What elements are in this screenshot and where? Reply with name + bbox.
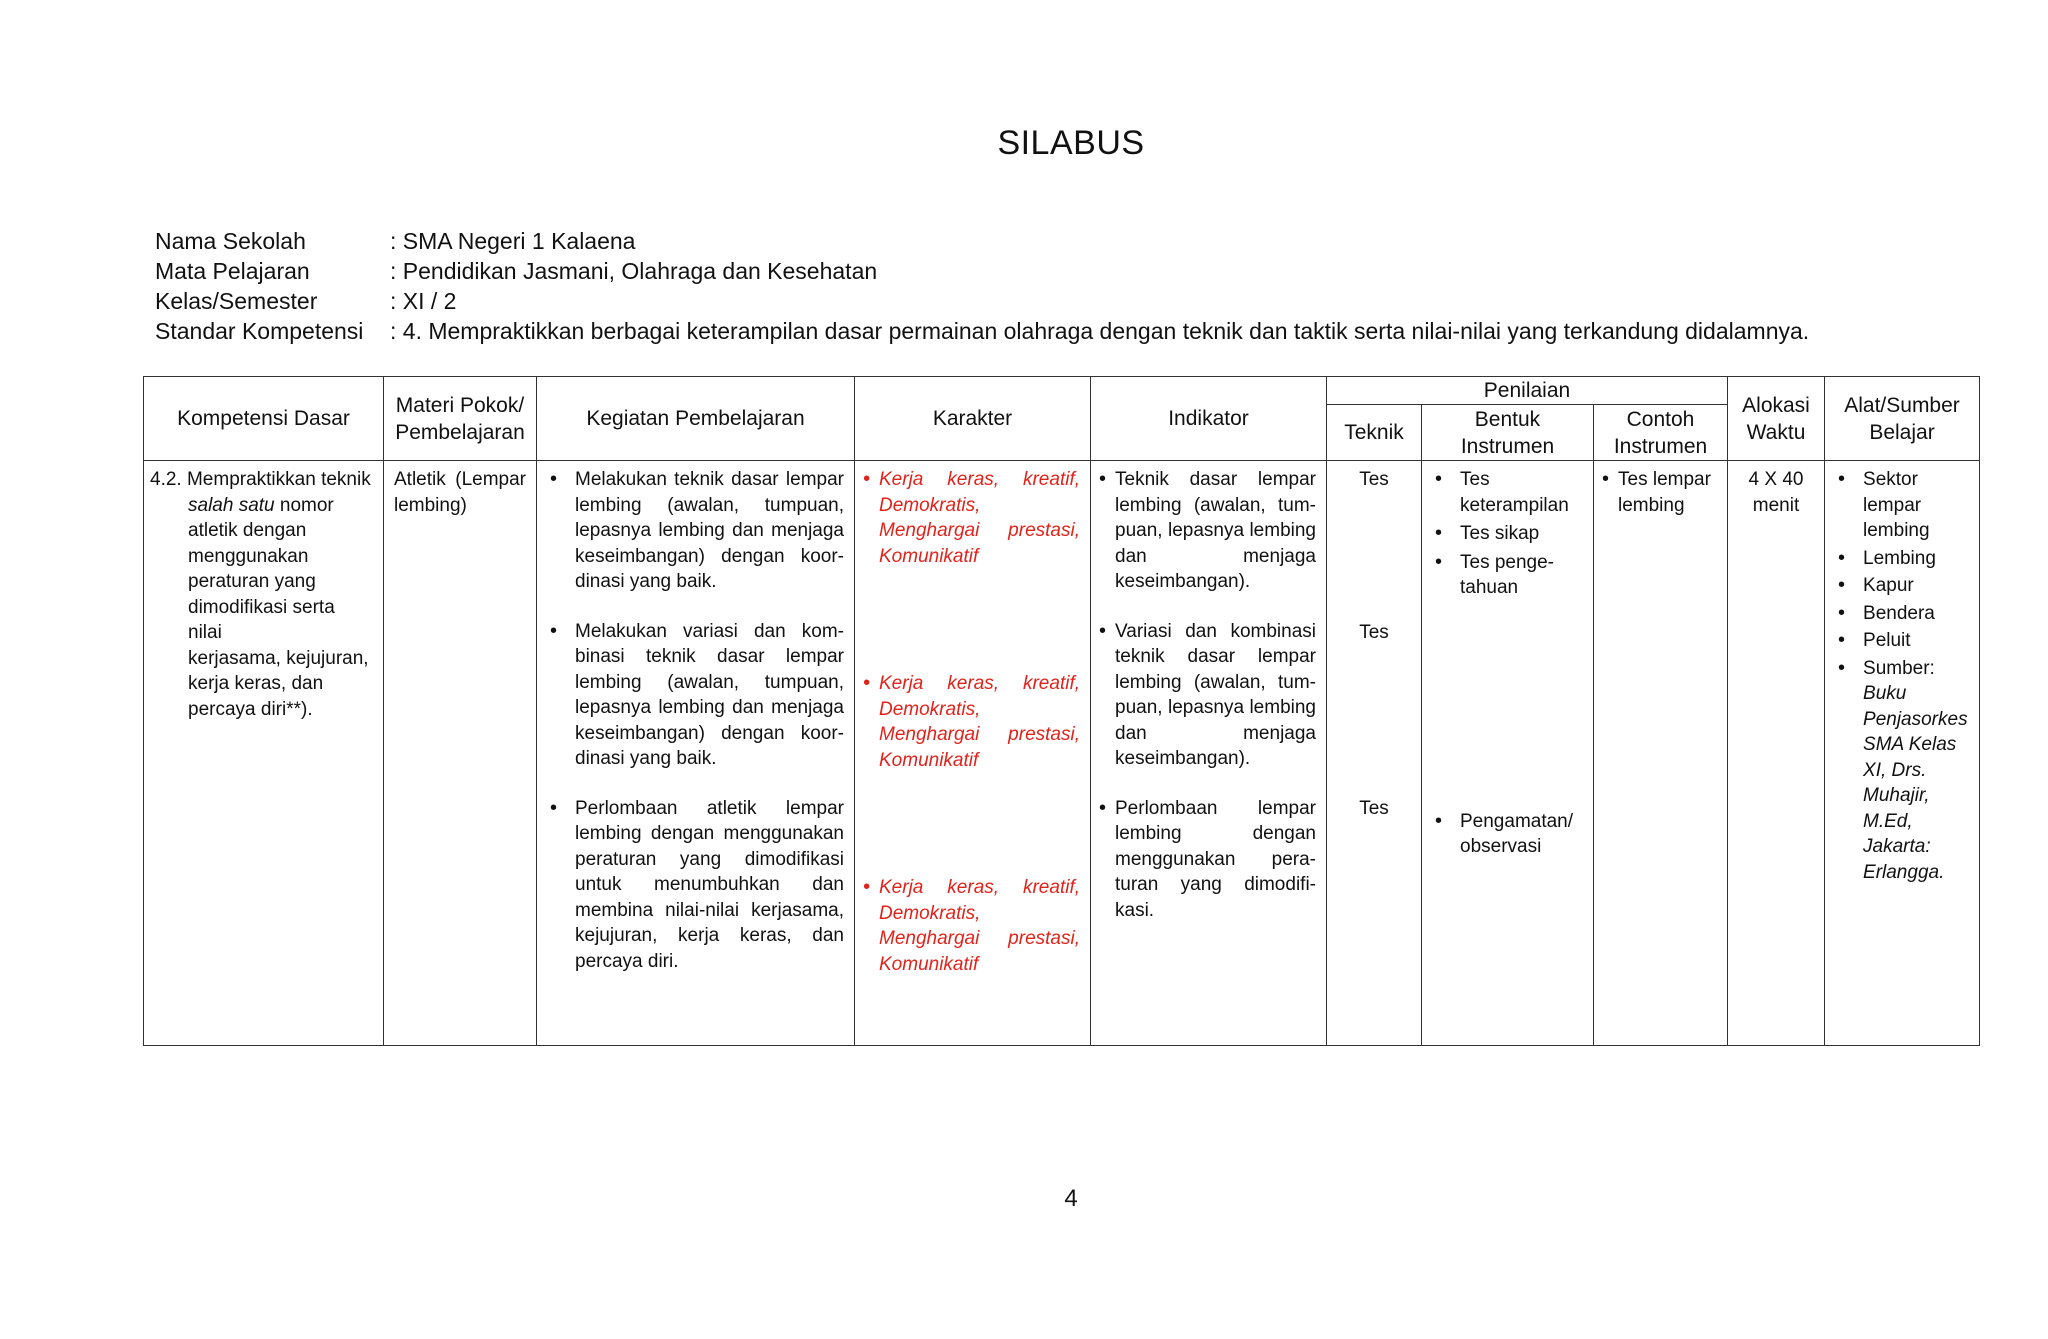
teknik-item: Tes: [1359, 798, 1389, 819]
alat-item: • Sektor lempar lembing: [1835, 467, 1973, 544]
page-number: 4: [1064, 1185, 1078, 1212]
kd-italic: salah satu: [188, 494, 275, 516]
cell-teknik: [1327, 461, 1422, 1046]
info-row-school: [155, 226, 1809, 256]
header-alokasi-waktu: [1728, 377, 1825, 461]
header-text: Waktu: [1746, 420, 1806, 444]
kd-line: percaya diri**).: [188, 698, 313, 720]
header-text: Instrumen: [1460, 434, 1555, 458]
alat-item: • Lembing: [1835, 546, 1973, 572]
bentuk-list: [1432, 467, 1583, 860]
cell-karakter: [855, 461, 1091, 1046]
kd-line: dimodifikasi serta nilai: [188, 596, 335, 643]
alat-item: • Sumber:: [1835, 656, 1973, 682]
sumber-text: Buku Penjasorkes SMA Kelas XI, Drs. Muhajir, M.Ed, Jakarta: Erlangga.: [1863, 683, 1968, 883]
kd-text: nomor: [274, 494, 334, 516]
cell-contoh-instrumen: [1594, 461, 1728, 1046]
kd-line: kerjasama, kejujuran,: [188, 647, 369, 669]
contoh-item: • Tes lempar lembing: [1602, 467, 1721, 518]
alat-item: • Bendera: [1835, 601, 1973, 627]
cell-kompetensi-dasar: [144, 461, 384, 1046]
header-materi-pokok: [384, 377, 537, 461]
alat-list: [1835, 467, 1973, 681]
info-label: Nama Sekolah: [155, 228, 306, 254]
kegiatan-item: • Perlombaan atletik lempar lembing dengan menggunakan peraturan yang dimodifikasi untuk menumbuhkan dan membina nilai-nilai kerjasama, kejujuran, kerja keras, dan percaya diri.: [547, 796, 844, 975]
header-text: Instrumen: [1613, 434, 1708, 458]
info-value: : Pendidikan Jasmani, Olahraga dan Kesehatan: [390, 258, 878, 284]
bentuk-item: • Pengamatan/ observasi: [1432, 809, 1583, 860]
header-kegiatan: Kegiatan Pembelajaran: [537, 377, 855, 461]
info-row-class: [155, 286, 1809, 316]
info-row-subject: [155, 256, 1809, 286]
kd-line: kerja keras, dan: [188, 673, 324, 694]
cell-alokasi-waktu: [1728, 461, 1825, 1046]
header-karakter: Karakter: [855, 377, 1091, 461]
header-kompetensi-dasar: Kompetensi Dasar: [144, 377, 384, 461]
header-bentuk-instrumen: [1422, 405, 1594, 461]
cell-indikator: [1091, 461, 1327, 1046]
header-text: Pembelajaran: [395, 420, 525, 444]
info-value: : 4. Mempraktikkan berbagai keterampilan dasar permainan olahraga dengan teknik dan taktik serta nilai-nilai yang terkandung didalamnya.: [390, 318, 1810, 344]
kd-line: menggunakan: [188, 545, 309, 567]
info-label: Kelas/Semester: [155, 288, 318, 314]
kegiatan-list: [547, 467, 844, 974]
cell-materi: Atletik (Lempar lembing): [384, 461, 537, 1046]
teknik-item: Tes: [1359, 469, 1389, 490]
bentuk-item: • Tes penge-tahuan: [1432, 550, 1583, 601]
header-text: Alat/Sumber: [1844, 393, 1960, 417]
document-info: [155, 226, 1809, 346]
kegiatan-item: • Melakukan variasi dan kom-binasi teknik dasar lempar lembing (awalan, tumpuan, lepasnya lembing dan menjaga keseimbangan) dengan koor-dinasi yang baik.: [547, 619, 844, 772]
kd-line: peraturan yang: [188, 571, 316, 592]
header-penilaian: Penilaian: [1327, 377, 1728, 405]
alat-item: • Kapur: [1835, 573, 1973, 599]
syllabus-table: [143, 376, 1980, 1046]
alokasi-value: 4 X 40: [1748, 469, 1804, 490]
header-text: Materi Pokok/: [395, 393, 525, 417]
header-text: Alokasi: [1742, 393, 1810, 417]
kegiatan-item: • Melakukan teknik dasar lempar lembing (awalan, tumpuan, lepasnya lembing dan menjaga keseimbangan) dengan koor-dinasi yang baik.: [547, 467, 844, 595]
alokasi-unit: menit: [1752, 494, 1800, 516]
indikator-item: • Perlombaan lempar lembing dengan menggunakan pera-turan yang dimodifi-kasi.: [1099, 796, 1316, 924]
info-value: : XI / 2: [390, 288, 457, 314]
indikator-item: • Teknik dasar lempar lembing (awalan, tum-puan, lepasnya lembing dan menjaga keseimbangan).: [1099, 467, 1316, 595]
alat-item: • Peluit: [1835, 628, 1973, 654]
kd-line: [150, 493, 373, 519]
karakter-item: • Kerja keras, kreatif, Demokratis, Menghargai prestasi, Komunikatif: [863, 875, 1080, 977]
kd-line: atletik dengan: [188, 520, 307, 541]
info-row-competency: [155, 316, 1809, 346]
header-text: Bentuk: [1474, 407, 1541, 431]
document-title: SILABUS: [997, 124, 1145, 162]
header-indikator: Indikator: [1091, 377, 1327, 461]
karakter-item: • Kerja keras, kreatif, Demokratis, Menghargai prestasi, Komunikatif: [863, 467, 1080, 569]
table-row: [144, 461, 1980, 1046]
header-text: Contoh: [1626, 407, 1695, 431]
header-contoh-instrumen: [1594, 405, 1728, 461]
header-teknik: Teknik: [1327, 405, 1422, 461]
teknik-item: Tes: [1359, 621, 1389, 643]
bentuk-item: • Tes sikap: [1432, 521, 1583, 547]
info-label: Standar Kompetensi: [155, 318, 364, 344]
bentuk-item: • Tes keterampilan: [1432, 467, 1583, 518]
contoh-list: [1602, 467, 1721, 518]
karakter-list: [863, 467, 1080, 977]
indikator-list: [1099, 467, 1316, 923]
karakter-item: • Kerja keras, kreatif, Demokratis, Menghargai prestasi, Komunikatif: [863, 671, 1080, 773]
cell-alat-sumber: [1825, 461, 1980, 1046]
cell-bentuk-instrumen: [1422, 461, 1594, 1046]
info-label: Mata Pelajaran: [155, 258, 310, 284]
cell-kegiatan: [537, 461, 855, 1046]
kd-number: 4.2. Mempraktikkan teknik: [150, 469, 371, 490]
header-alat-sumber: [1825, 377, 1980, 461]
header-text: Belajar: [1869, 420, 1935, 444]
indikator-item: • Variasi dan kombinasi teknik dasar lempar lembing (awalan, tum-puan, lepasnya lembing dan menjaga keseimbangan).: [1099, 619, 1316, 772]
info-value: : SMA Negeri 1 Kalaena: [390, 228, 636, 254]
